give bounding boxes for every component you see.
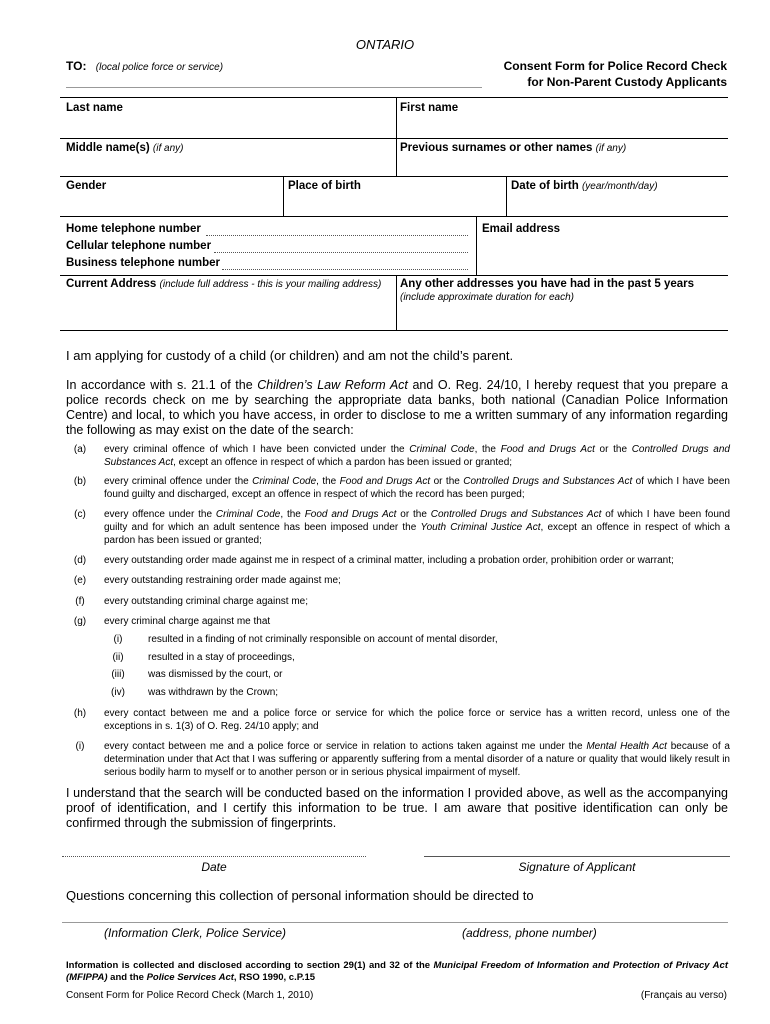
date-label: Date (201, 860, 227, 874)
notice-text: and the (107, 972, 147, 983)
item-text (104, 508, 730, 547)
email-label: Email address (482, 223, 560, 235)
middle-names-label: Middle name(s) (66, 142, 150, 154)
to-input-line[interactable] (66, 87, 482, 88)
item-text-part: or the (430, 476, 464, 487)
item-act: Controlled Drugs and Substances Act (430, 509, 602, 520)
item-act: Food and Drugs Act (339, 476, 431, 487)
signature-label: Signature of Applicant (518, 860, 636, 874)
item-text-part: , the (316, 476, 340, 487)
item-text-part: , except an offence in respect of which a pardon has been issued or granted; (173, 457, 513, 468)
previous-surnames-label: Previous surnames or other names (400, 142, 593, 154)
other-addresses-field[interactable] (400, 278, 694, 303)
date-of-birth-label: Date of birth (511, 180, 579, 192)
other-addresses-label: Any other addresses you have had in the past 5 years (400, 278, 694, 290)
questions-text: Questions concerning this collection of personal information should be directed to (66, 888, 534, 903)
business-phone-label: Business telephone number (66, 257, 221, 269)
clerk-label: (Information Clerk, Police Service) (104, 926, 287, 940)
current-address-label: Current Address (66, 278, 157, 290)
province-heading: ONTARIO (355, 37, 415, 52)
item-text-part: of which I have been found guilty and for which an adult sentence has been imposed under the (104, 509, 731, 533)
request-text: In accordance with s. 21.1 of the (66, 378, 258, 392)
grid-line (283, 176, 284, 216)
gender-field[interactable] (66, 180, 106, 192)
request-text-2: and O. Reg. 24/10, I hereby request that you prepare a police records check on me by searching the appropriate data banks, both national (Canadian Police Information Centre) and local, to which you have access, in order to disclose to me a written summary of any information regarding the following as may exist on the date of the search: (66, 378, 728, 437)
first-name-field[interactable] (400, 102, 458, 114)
privacy-notice (66, 960, 728, 984)
grid-line (476, 216, 477, 275)
grid-line (506, 176, 507, 216)
item-text (104, 475, 730, 501)
place-of-birth-field[interactable] (288, 180, 361, 192)
grid-line (60, 330, 728, 331)
previous-surnames-note: (if any) (595, 143, 627, 154)
request-paragraph (66, 378, 728, 438)
item-text: was dismissed by the court, or (148, 669, 283, 680)
gender-label: Gender (66, 180, 107, 192)
item-text-part: every offence under the (104, 509, 216, 520)
item-text-part: every criminal offence under the (104, 476, 253, 487)
item-text (104, 443, 730, 469)
notice-act: Police Services Act (146, 972, 234, 983)
current-address-field[interactable] (66, 278, 381, 290)
date-input-line[interactable] (62, 856, 366, 857)
email-field[interactable] (482, 223, 560, 235)
form-title-line2: for Non-Parent Custody Applicants (527, 75, 727, 89)
last-name-field[interactable] (66, 102, 123, 114)
item-key: (b) (73, 476, 87, 487)
item-key: (iv) (111, 687, 125, 698)
date-of-birth-field[interactable] (511, 180, 658, 192)
place-of-birth-label: Place of birth (288, 180, 361, 192)
item-key: (g) (73, 616, 87, 627)
form-title-line1: Consent Form for Police Record Check (503, 59, 727, 73)
item-text-part: or the (396, 509, 431, 520)
item-key: (ii) (112, 652, 124, 663)
french-version-note: (Français au verso) (640, 990, 727, 1001)
item-act: Controlled Drugs and Substances Act (104, 444, 730, 468)
item-text: resulted in a finding of not criminally responsible on account of mental disorder, (148, 634, 498, 645)
item-act: Criminal Code (409, 444, 475, 455)
item-key: (i) (75, 741, 85, 752)
grid-line (396, 275, 397, 330)
to-line (66, 59, 223, 73)
item-act: Controlled Drugs and Substances Act (463, 476, 633, 487)
item-act: Criminal Code (252, 476, 317, 487)
item-act: Food and Drugs Act (500, 444, 595, 455)
contact-input-line[interactable] (62, 922, 728, 923)
item-text: every criminal charge against me that (104, 616, 271, 627)
grid-line (60, 138, 728, 139)
item-key: (i) (113, 634, 123, 645)
form-title (504, 58, 727, 90)
grid-line (60, 216, 728, 217)
to-label: TO: (66, 59, 87, 73)
date-of-birth-note: (year/month/day) (581, 181, 658, 192)
grid-line (60, 176, 728, 177)
item-key: (iii) (111, 669, 125, 680)
item-text: was withdrawn by the Crown; (148, 687, 279, 698)
to-note: (local police force or service) (95, 62, 224, 73)
notice-text: , RSO 1990, c.P.15 (233, 972, 316, 983)
grid-line (396, 97, 397, 176)
item-text-part: , the (280, 509, 305, 520)
notice-act: Municipal Freedom of Information and Protection of Privacy Act (MFIPPA) (66, 960, 728, 983)
item-text: every contact between me and a police force or service for which the police force or service has a written record, unless one of the exceptions in s. 1(3) of O. Reg. 24/10 apply; and (104, 708, 730, 732)
grid-line (60, 275, 728, 276)
item-text (104, 740, 730, 779)
item-text: every outstanding restraining order made against me; (104, 575, 341, 586)
first-name-label: First name (400, 102, 459, 114)
item-act: Food and Drugs Act (304, 509, 397, 520)
item-text: every outstanding order made against me in respect of a criminal matter, including a probation order, prohibition order or warrant; (104, 555, 674, 566)
home-phone-input[interactable] (206, 235, 468, 236)
current-address-note: (include full address - this is your mailing address) (159, 279, 382, 290)
grid-line (60, 97, 728, 98)
business-phone-input[interactable] (222, 269, 468, 270)
item-text-part: every contact between me and a police force or service in relation to actions taken against me under the (104, 741, 587, 752)
notice-text: Information is collected and disclosed according to section 29(1) and 32 of the (66, 960, 434, 971)
item-text-part: , except an offence in respect of which a pardon has been issued or granted; (104, 522, 730, 546)
item-text-part: because of a determination under that Act that I was suffering or apparently suffering from a mental disorder of a nature or quality that would likely result in serious bodily harm to myself or to another person or in serious physical impairment of myself. (104, 741, 730, 778)
item-text-part: , the (474, 444, 501, 455)
item-key: (c) (74, 509, 86, 520)
form-id: Consent Form for Police Record Check (March 1, 2010) (66, 990, 314, 1001)
middle-names-note: (if any) (152, 143, 184, 154)
item-act: Mental Health Act (586, 741, 667, 752)
item-key: (d) (73, 555, 87, 566)
item-act: Youth Criminal Justice Act (420, 522, 541, 533)
item-key: (h) (73, 708, 87, 719)
other-addresses-note: (include approximate duration for each) (400, 292, 574, 303)
item-key: (a) (73, 444, 87, 455)
cell-phone-label: Cellular telephone number (66, 240, 212, 252)
item-text-part: every criminal offence of which I have been convicted under the (104, 444, 410, 455)
item-text: every outstanding criminal charge against me; (104, 596, 308, 607)
address-label: (address, phone number) (462, 926, 597, 940)
last-name-label: Last name (66, 102, 123, 114)
previous-surnames-field[interactable] (400, 142, 626, 154)
understand-paragraph: I understand that the search will be conducted based on the information I provided above, as well as the accompanying proof of identification, and I certify this information to be true. I am aware that positive identification can only be confirmed through the submission of fingerprints. (66, 786, 728, 830)
item-text-part: or the (594, 444, 632, 455)
signature-input-line[interactable] (424, 856, 730, 857)
item-text: resulted in a stay of proceedings, (148, 652, 295, 663)
request-act: Children’s Law Reform Act (257, 378, 408, 392)
item-key: (e) (73, 575, 87, 586)
home-phone-label: Home telephone number (66, 223, 201, 235)
item-text-part: of which I have been found guilty and discharged, except an offence in respect of which the record has been purged; (104, 476, 730, 500)
item-key: (f) (75, 596, 85, 607)
item-act: Criminal Code (215, 509, 281, 520)
middle-names-field[interactable] (66, 142, 183, 154)
applying-statement: I am applying for custody of a child (or children) and am not the child’s parent. (66, 348, 514, 363)
cell-phone-input[interactable] (214, 252, 468, 253)
